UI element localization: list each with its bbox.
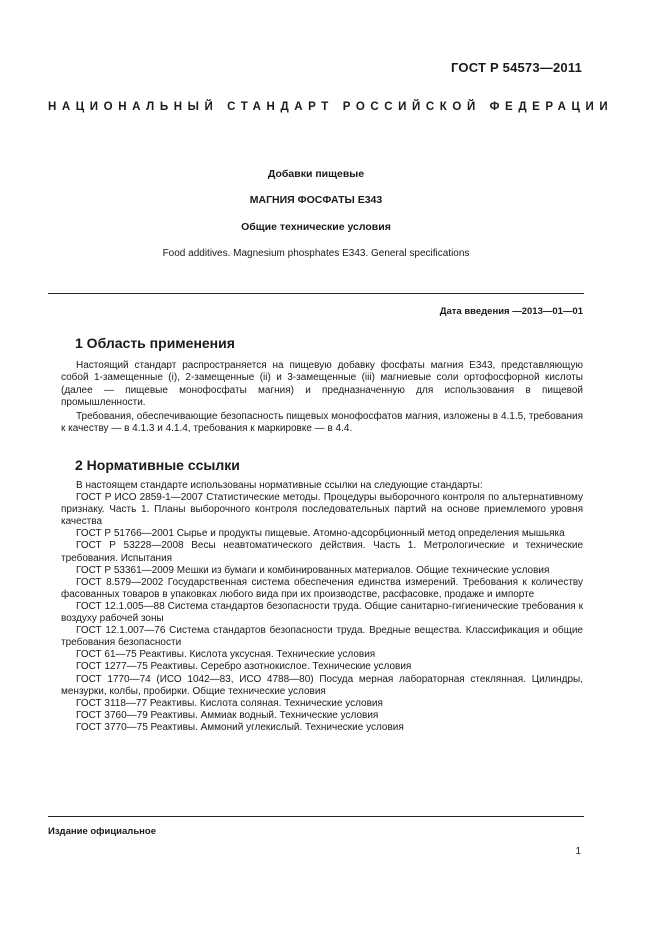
official-edition-label: Издание официальное — [48, 826, 156, 837]
title-line-general-specs: Общие технические условия — [241, 221, 391, 233]
reference-item: ГОСТ Р ИСО 2859-1—2007 Статистические методы. Процедуры выборочного контроля по альтернативному признаку. Часть 1. Планы выборочного контроля последовательных партий на основе приемлемого уровня качества — [61, 492, 583, 528]
section-1-paragraph-1: Настоящий стандарт распространяется на пищевую добавку фосфаты магния Е343, представляющую собой 1-замещенные (i), 2-замещенные (ii) и 3-замещенные (iii) магниевые соли ортофосфорной кислоты (далее — пищевые монофосфаты магния) и предназначенную для использования в пищевой промышленности. — [61, 360, 583, 408]
title-divider — [48, 293, 584, 294]
reference-item: ГОСТ 1277—75 Реактивы. Серебро азотнокислое. Технические условия — [76, 661, 412, 673]
section-2-title: 2 Нормативные ссылки — [75, 457, 240, 473]
gost-designation: ГОСТ Р 54573—2011 — [451, 60, 582, 75]
footer-divider — [48, 816, 584, 817]
reference-item: ГОСТ 3770—75 Реактивы. Аммоний углекислый. Технические условия — [76, 721, 404, 733]
title-line-magnesium-phosphates: МАГНИЯ ФОСФАТЫ Е343 — [249, 194, 383, 206]
reference-item: ГОСТ 12.1.005—88 Система стандартов безопасности труда. Общие санитарно-гигиенические требования к воздуху рабочей зоны — [61, 600, 583, 625]
national-standard-heading: НАЦИОНАЛЬНЫЙ СТАНДАРТ РОССИЙСКОЙ ФЕДЕРАЦИИ — [48, 101, 614, 113]
title-english: Food additives. Magnesium phosphates E343. General specifications — [162, 248, 470, 259]
reference-item: ГОСТ 3118—77 Реактивы. Кислота соляная. Технические условия — [76, 697, 383, 709]
reference-item: ГОСТ Р 53228—2008 Весы неавтоматического действия. Часть 1. Метрологические и технические требования. Испытания — [61, 540, 583, 564]
reference-item: ГОСТ Р 53361—2009 Мешки из бумаги и комбинированных материалов. Общие технические условия — [76, 564, 550, 576]
page-number: 1 — [575, 846, 581, 857]
reference-item: ГОСТ 3760—79 Реактивы. Аммиак водный. Технические условия — [76, 709, 379, 721]
section-1-title: 1 Область применения — [75, 335, 235, 351]
introduction-date: Дата введения —2013—01—01 — [439, 306, 583, 317]
reference-item: ГОСТ Р 51766—2001 Сырье и продукты пищевые. Атомно-адсорбционный метод определения мышьяка — [76, 528, 565, 540]
section-1-paragraph-2: Требования, обеспечивающие безопасность пищевых монофосфатов магния, изложены в 4.1.5, требования к качеству — в 4.1.3 и 4.1.4, требования к маркировке — в 4.4. — [61, 411, 583, 435]
reference-item: ГОСТ 1770—74 (ИСО 1042—83, ИСО 4788—80) Посуда мерная лабораторная стеклянная. Цилиндры, мензурки, колбы, пробирки. Общие технические условия — [61, 673, 583, 697]
reference-intro: В настоящем стандарте использованы нормативные ссылки на следующие стандарты: — [76, 480, 483, 491]
reference-item: ГОСТ 12.1.007—76 Система стандартов безопасности труда. Вредные вещества. Классификация и общие требования безопасности — [61, 625, 583, 649]
title-line-food-additives: Добавки пищевые — [267, 168, 365, 180]
normative-references-list — [61, 480, 583, 734]
reference-item: ГОСТ 61—75 Реактивы. Кислота уксусная. Технические условия — [76, 649, 376, 661]
reference-item: ГОСТ 8.579—2002 Государственная система обеспечения единства измерений. Требования к количеству фасованных товаров в упаковках любого вида при их производстве, расфасовке, продаже и импорте — [61, 576, 583, 600]
